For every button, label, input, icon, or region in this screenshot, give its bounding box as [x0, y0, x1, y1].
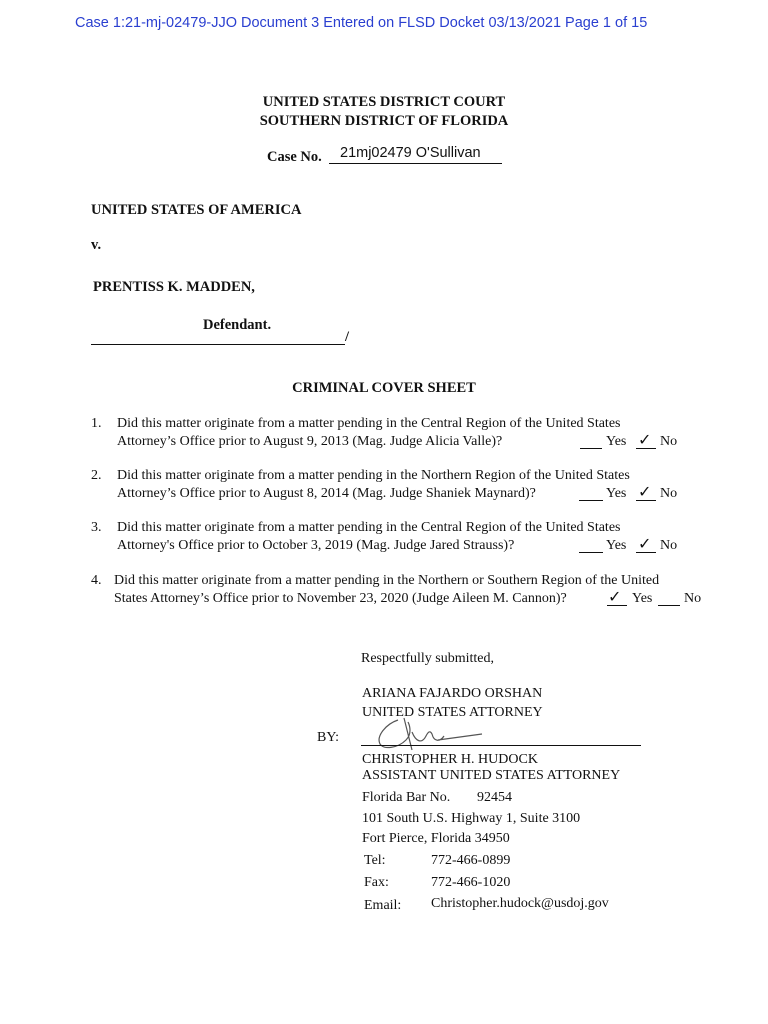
tel-number: 772-466-0899 [431, 853, 511, 868]
question-4-text-line1: Did this matter originate from a matter pending in the Northern or Southern Region of the United [114, 573, 660, 588]
ausa-name: CHRISTOPHER H. HUDOCK [362, 752, 538, 767]
us-attorney-title: UNITED STATES ATTORNEY [362, 705, 543, 720]
email-label: Email: [364, 898, 402, 913]
plaintiff-name: UNITED STATES OF AMERICA [91, 202, 302, 218]
handwritten-signature [368, 712, 488, 756]
question-4-check-icon: ✓ [608, 587, 622, 606]
question-2-number: 2. [91, 468, 102, 483]
email-link[interactable]: Christopher.hudock@usdoj.gov [431, 896, 609, 911]
address-line1: 101 South U.S. Highway 1, Suite 3100 [362, 811, 581, 826]
question-3-yes-label: Yes [606, 538, 627, 553]
caption-slash: / [345, 329, 350, 345]
question-2-text-line1: Did this matter originate from a matter pending in the Northern Region of the United States [117, 468, 630, 483]
question-3-text-line1: Did this matter originate from a matter pending in the Central Region of the United States [117, 520, 621, 535]
court-name-line1: UNITED STATES DISTRICT COURT [262, 94, 506, 110]
case-number-value: 21mj02479 O'Sullivan [340, 145, 481, 161]
defendant-name: PRENTISS K. MADDEN, [93, 279, 255, 295]
caption-underline [91, 344, 345, 345]
question-1-text-line2: Attorney’s Office prior to August 9, 2013 (Mag. Judge Alicia Valle)? [117, 434, 503, 449]
question-4-text-line2: States Attorney’s Office prior to November 23, 2020 (Judge Aileen M. Cannon)? [114, 591, 567, 606]
court-name-line2: SOUTHERN DISTRICT OF FLORIDA [259, 113, 509, 129]
question-3-text-line2: Attorney's Office prior to October 3, 2019 (Mag. Judge Jared Strauss)? [117, 538, 515, 553]
defendant-label: Defendant. [203, 317, 272, 333]
address-line2: Fort Pierce, Florida 34950 [362, 831, 510, 846]
question-1-text-line1: Did this matter originate from a matter pending in the Central Region of the United States [117, 416, 621, 431]
fax-label: Fax: [364, 875, 389, 890]
question-1-yes-blank[interactable] [580, 436, 602, 449]
question-4-yes-label: Yes [632, 591, 653, 606]
question-1-yes-label: Yes [606, 434, 627, 449]
question-3-yes-blank[interactable] [579, 540, 603, 553]
question-3-check-icon: ✓ [638, 534, 652, 553]
bar-number-label: Florida Bar No. [362, 790, 451, 805]
signature-line [361, 745, 641, 746]
tel-label: Tel: [364, 853, 386, 868]
bar-number: 92454 [477, 790, 512, 805]
case-number-label: Case No. [267, 149, 322, 165]
question-1-no-label: No [660, 434, 678, 449]
question-4-number: 4. [91, 573, 102, 588]
question-1-number: 1. [91, 416, 102, 431]
question-2-text-line2: Attorney’s Office prior to August 8, 2014 (Mag. Judge Shaniek Maynard)? [117, 486, 536, 501]
fax-number: 772-466-1020 [431, 875, 511, 890]
by-label: BY: [317, 730, 340, 745]
question-2-check-icon: ✓ [638, 482, 652, 501]
question-3-number: 3. [91, 520, 102, 535]
ausa-title: ASSISTANT UNITED STATES ATTORNEY [362, 768, 621, 783]
case-number-underline [329, 163, 502, 164]
question-2-no-label: No [660, 486, 678, 501]
closing-text: Respectfully submitted, [361, 651, 494, 666]
versus-label: v. [91, 237, 102, 253]
question-4-no-label: No [684, 591, 702, 606]
docket-header: Case 1:21-mj-02479-JJO Document 3 Entered on FLSD Docket 03/13/2021 Page 1 of 15 [75, 15, 648, 31]
us-attorney-name: ARIANA FAJARDO ORSHAN [362, 686, 543, 701]
question-1-check-icon: ✓ [638, 430, 652, 449]
question-2-yes-blank[interactable] [579, 488, 603, 501]
cover-sheet-title: CRIMINAL COVER SHEET [292, 380, 476, 396]
question-2-yes-label: Yes [606, 486, 627, 501]
question-4-no-blank[interactable] [658, 593, 680, 606]
question-3-no-label: No [660, 538, 678, 553]
